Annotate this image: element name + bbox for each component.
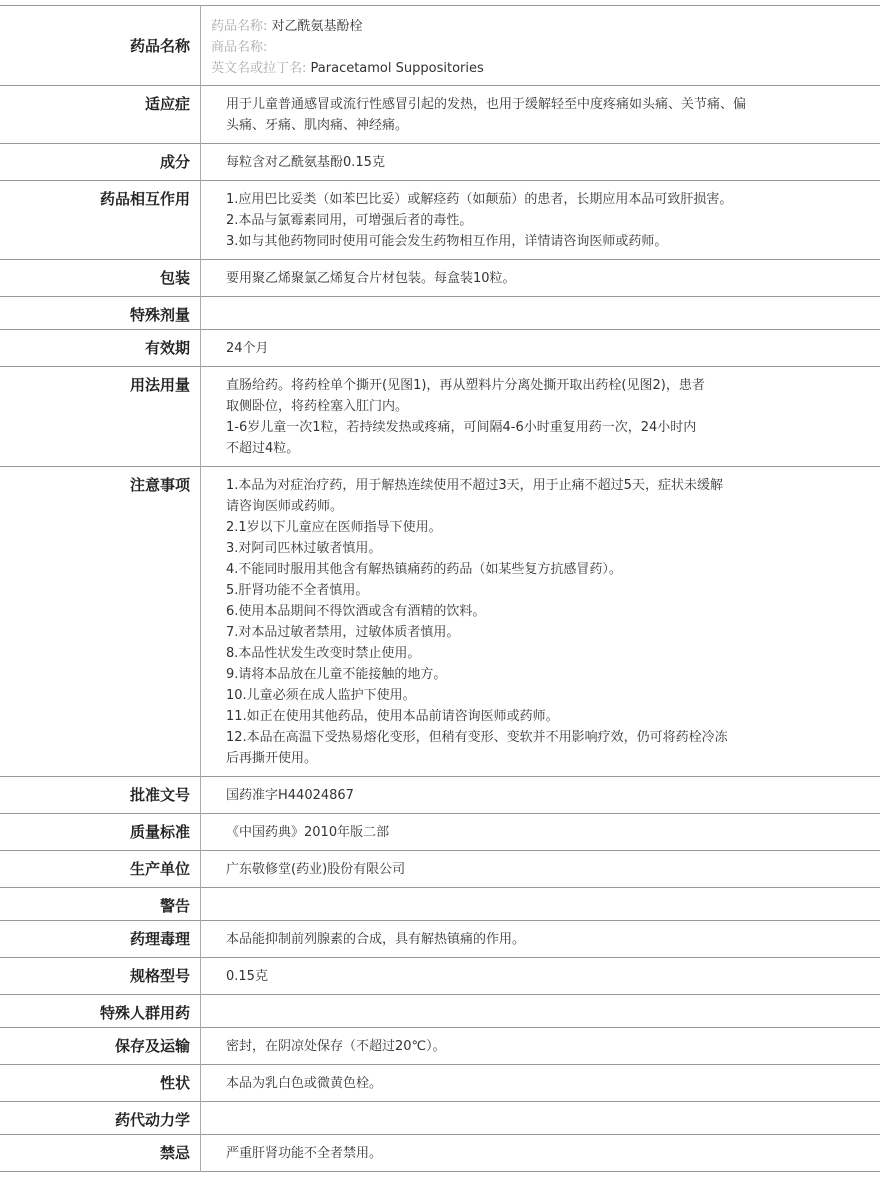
row-value-line: 不超过4粒。 [226, 441, 300, 456]
row-value [201, 181, 880, 260]
row-value-line: 广东敬修堂(药业)股份有限公司 [226, 862, 406, 877]
table-row [0, 467, 880, 777]
row-label: 规格型号 [0, 958, 201, 995]
row-label: 禁忌 [0, 1135, 201, 1172]
row-value [201, 777, 880, 814]
row-value [201, 958, 880, 995]
row-value-line: 6.使用本品期间不得饮酒或含有酒精的饮料。 [226, 604, 486, 619]
row-value-line: 24个月 [226, 341, 269, 356]
generic-name-value: 对乙酰氨基酚栓 [271, 19, 363, 34]
row-label: 药品相互作用 [0, 181, 201, 260]
row-value [201, 467, 880, 777]
row-value-line: 用于儿童普通感冒或流行性感冒引起的发热，也用于缓解轻至中度疼痛如头痛、关节痛、偏 [226, 97, 747, 112]
row-label: 药理毒理 [0, 921, 201, 958]
table-row [0, 958, 880, 995]
row-label: 保存及运输 [0, 1028, 201, 1065]
row-value-line: 密封，在阴凉处保存（不超过20℃）。 [226, 1039, 446, 1054]
row-value-line: 直肠给药。将药栓单个撕开(见图1)，再从塑料片分离处撕开取出药栓(见图2)，患者 [226, 378, 705, 393]
row-value [201, 86, 880, 144]
generic-name-key: 药品名称: [211, 19, 268, 34]
row-value [201, 1102, 880, 1135]
table-row [0, 995, 880, 1028]
table-row [0, 86, 880, 144]
row-value [201, 1135, 880, 1172]
row-label: 药代动力学 [0, 1102, 201, 1135]
table-row-names [0, 6, 880, 86]
row-value-line: 4.不能同时服用其他含有解热镇痛药的药品（如某些复方抗感冒药）。 [226, 562, 622, 577]
row-label: 批准文号 [0, 777, 201, 814]
table-row [0, 330, 880, 367]
row-value [201, 888, 880, 921]
row-value-line: 1.应用巴比妥类（如苯巴比妥）或解痉药（如颠茄）的患者，长期应用本品可致肝损害。 [226, 192, 733, 207]
row-value-line: 每粒含对乙酰氨基酚0.15克 [226, 155, 385, 170]
row-label: 特殊人群用药 [0, 995, 201, 1028]
row-value-line: 11.如正在使用其他药品，使用本品前请咨询医师或药师。 [226, 709, 559, 724]
row-value [201, 1028, 880, 1065]
table-row [0, 814, 880, 851]
row-label: 成分 [0, 144, 201, 181]
row-value [201, 144, 880, 181]
table-row [0, 1102, 880, 1135]
row-value-line: 2.1岁以下儿童应在医师指导下使用。 [226, 520, 442, 535]
row-label: 适应症 [0, 86, 201, 144]
row-value-line: 严重肝肾功能不全者禁用。 [226, 1146, 383, 1161]
row-value-line: 本品能抑制前列腺素的合成，具有解热镇痛的作用。 [226, 932, 526, 947]
trade-name-key: 商品名称: [211, 40, 268, 55]
row-value [201, 1065, 880, 1102]
row-label: 特殊剂量 [0, 297, 201, 330]
table-row [0, 260, 880, 297]
row-label: 用法用量 [0, 367, 201, 467]
drug-info-table-body [0, 6, 880, 1172]
row-label: 包装 [0, 260, 201, 297]
row-value-line: 1-6岁儿童一次1粒，若持续发热或疼痛，可间隔4-6小时重复用药一次，24小时内 [226, 420, 697, 435]
row-value [201, 921, 880, 958]
table-row [0, 851, 880, 888]
row-value-line: 2.本品与氯霉素同用，可增强后者的毒性。 [226, 213, 473, 228]
row-value-line: 头痛、牙痛、肌肉痛、神经痛。 [226, 118, 409, 133]
english-name-key: 英文名或拉丁名: [211, 61, 307, 76]
row-value-line: 取侧卧位，将药栓塞入肛门内。 [226, 399, 409, 414]
row-value-line: 要用聚乙烯聚氯乙烯复合片材包装。每盒装10粒。 [226, 271, 516, 286]
row-value-line: 8.本品性状发生改变时禁止使用。 [226, 646, 421, 661]
row-value-line: 7.对本品过敏者禁用，过敏体质者慎用。 [226, 625, 460, 640]
row-label: 质量标准 [0, 814, 201, 851]
row-value-line: 3.对阿司匹林过敏者慎用。 [226, 541, 382, 556]
row-value-line: 9.请将本品放在儿童不能接触的地方。 [226, 667, 447, 682]
row-value [201, 814, 880, 851]
table-row [0, 1028, 880, 1065]
table-row [0, 297, 880, 330]
row-value [201, 995, 880, 1028]
row-value-line: 5.肝肾功能不全者慎用。 [226, 583, 369, 598]
row-label: 药品名称 [0, 6, 201, 86]
table-row [0, 181, 880, 260]
row-value-line: 请咨询医师或药师。 [226, 499, 344, 514]
table-row [0, 1065, 880, 1102]
table-row [0, 1135, 880, 1172]
row-value-line: 后再撕开使用。 [226, 751, 318, 766]
row-label: 警告 [0, 888, 201, 921]
row-value-line: 国药准字H44024867 [226, 788, 354, 803]
trade-name-line [211, 37, 870, 58]
row-label: 性状 [0, 1065, 201, 1102]
row-value-line: 0.15克 [226, 969, 268, 984]
english-name-line [211, 58, 870, 79]
table-row [0, 888, 880, 921]
row-value [201, 260, 880, 297]
row-value [201, 851, 880, 888]
row-value-line: 3.如与其他药物同时使用可能会发生药物相互作用，详情请咨询医师或药师。 [226, 234, 668, 249]
row-value-line: 12.本品在高温下受热易熔化变形，但稍有变形、变软并不用影响疗效，仍可将药栓冷冻 [226, 730, 728, 745]
row-value [201, 367, 880, 467]
row-value-line: 1.本品为对症治疗药，用于解热连续使用不超过3天，用于止痛不超过5天，症状未缓解 [226, 478, 723, 493]
table-row [0, 367, 880, 467]
drug-info-table [0, 5, 880, 1172]
row-value [201, 330, 880, 367]
row-label: 生产单位 [0, 851, 201, 888]
names-cell [201, 6, 880, 86]
row-value-line: 本品为乳白色或微黄色栓。 [226, 1076, 383, 1091]
row-value-line: 10.儿童必须在成人监护下使用。 [226, 688, 416, 703]
english-name-value: Paracetamol Suppositories [310, 61, 484, 76]
row-label: 有效期 [0, 330, 201, 367]
generic-name-line [211, 16, 870, 37]
row-value-line: 《中国药典》2010年版二部 [226, 825, 390, 840]
row-value [201, 297, 880, 330]
table-row [0, 921, 880, 958]
table-row [0, 777, 880, 814]
row-label: 注意事项 [0, 467, 201, 777]
table-row [0, 144, 880, 181]
